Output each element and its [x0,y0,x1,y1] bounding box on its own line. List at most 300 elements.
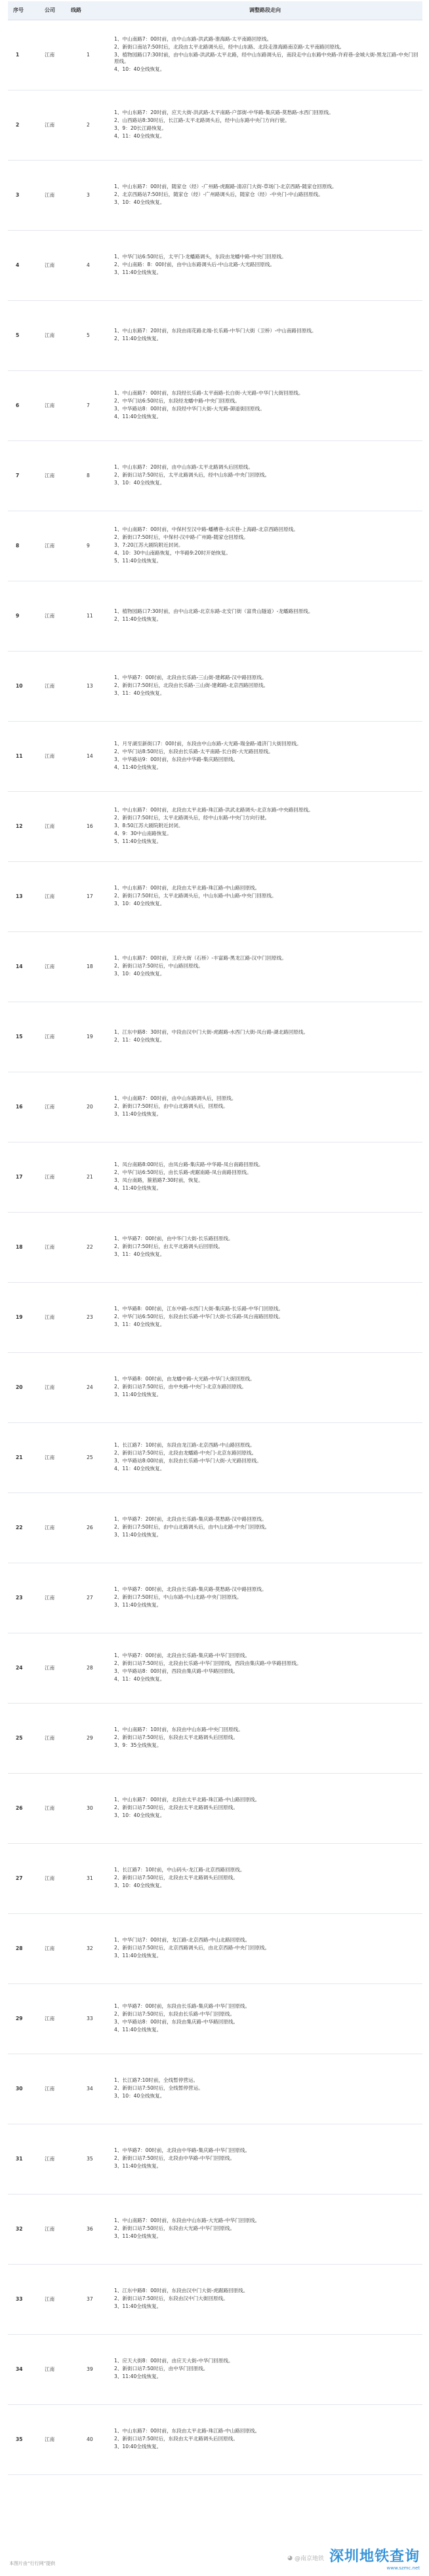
detail-line: 4、11：40全线恢复。 [114,1466,165,1472]
table-row [8,2124,422,2195]
detail-line: 1、中山东路7：00时前，北段由太平北路-珠江路-中山路回原线。 [114,885,260,891]
row-line: 25 [68,1423,108,1493]
detail-line: 3、11:40全线恢复。 [114,1532,162,1538]
detail-line: 1、长江路7：10时前，东段由龙江路-北京西路-中山路回原线。 [114,1442,255,1448]
detail-line: 2、新街口站7:50时后，北京西路调头后，由北京西路-中央门回原线。 [114,1945,270,1951]
row-detail [108,1844,422,1914]
detail-line: 2、新街口站7:50时后，全线暂停营运。 [114,2085,203,2091]
detail-line: 1、中山南路7：00时前，由中山东路调头后，回原线。 [114,1095,237,1101]
detail-line: 1、凤台南路8:00时后，由凤台路-集庆路-中华路-凤台南路回原线。 [114,1161,264,1167]
row-number: 20 [8,1353,38,1423]
row-detail [108,1984,422,2054]
detail-line: 3、10：40全线恢复。 [114,971,165,977]
row-line: 23 [68,1283,108,1353]
table-row [8,2265,422,2335]
detail-line: 3、中华路站8:00时前，东段由长乐路-中华门大街-大光路回原线。 [114,1458,262,1464]
detail-line: 3、9：20长江路恢复。 [114,125,167,131]
row-company: 江南 [38,1493,68,1563]
detail-line: 2、新街口站7:50时后，北段由长乐路-中华门回原线，西段由集庆路-中华路回原线。 [114,1660,302,1666]
row-company: 江南 [38,2265,68,2335]
detail-line: 1、中华路8：00时前，江东中路-水西门大街-集庆路-长乐路-中华门回原线。 [114,1306,284,1312]
row-company: 江南 [38,2335,68,2405]
header-detail: 调整路段走向 [108,1,422,20]
brand-logo-text: 深圳地铁查询 [329,2548,420,2565]
detail-line: 1、中山东路7：00时前，东段由太平北路-珠江路-中山路回原线。 [114,2428,260,2434]
row-line: 37 [68,2265,108,2335]
detail-line: 2、中华门站6:50时后，东段由长乐路-中华门大街-长乐路-凤台南路回原线。 [114,1314,283,1319]
row-line: 14 [68,722,108,792]
detail-line: 3、11：40全线恢复。 [114,1251,165,1257]
detail-line: 2、山西路站8:30时后，长江路-太平北路调头后，经中山东路中央门方向行驶。 [114,117,290,123]
row-company: 江南 [38,231,68,301]
detail-line: 1、中山东路7：20时前，由中山东路-太平北路调头后回原线。 [114,464,253,470]
detail-line: 2、新街口站7:50时后，北段由太平北路调头后回原线。 [114,1875,238,1881]
detail-line: 1、中山东路7：20时前，应天大街-洪武路-太平南路-户部街-中华路-集庆路-莫愁路-水西门回原线。 [114,109,334,115]
footer-brand [287,2545,420,2571]
row-company: 江南 [38,161,68,231]
row-company: 江南 [38,1072,68,1142]
row-number: 22 [8,1493,38,1563]
row-line: 36 [68,2195,108,2265]
row-company: 江南 [38,371,68,441]
table-row [8,2335,422,2405]
row-detail [108,2265,422,2335]
detail-line: 1、中华路7：20时前，北段由长乐路-集庆路-莫愁路-汉中路回原线。 [114,1516,267,1522]
detail-line: 3、11：40全线恢复。 [114,690,165,696]
detail-line: 3、11:40全线恢复。 [114,2303,162,2309]
row-line: 28 [68,1633,108,1704]
row-number: 7 [8,441,38,511]
detail-line: 2、新街口7:50时后，中保村-汉中路-广州路-随家仓回原线。 [114,534,249,540]
detail-line: 2、新街口站7:50时后，东段由太平北路调头后回原线。 [114,2436,238,2442]
row-number: 28 [8,1914,38,1984]
detail-line: 4、11:40全线恢复。 [114,764,162,770]
row-number: 14 [8,932,38,1002]
row-detail [108,2124,422,2195]
detail-line: 2、新街口站7:50时后，太平北路调头后，经中山东路-中央门回原线。 [114,472,270,478]
detail-line: 3、10：40全线恢复。 [114,1883,165,1888]
row-detail [108,722,422,792]
detail-line: 3、8:50江苏大剧院附近封闭。 [114,823,184,829]
table-row [8,722,422,792]
row-detail [108,90,422,161]
row-company: 江南 [38,1002,68,1072]
detail-line: 1、中华路7：00时前，东段由长乐路-集庆路-中华门回原线。 [114,2003,251,2009]
detail-line: 5、11:40全线恢复。 [114,558,162,564]
detail-line: 1、中华路7：00时前，北段由长乐路-集庆路-中华门回原线。 [114,1652,251,1658]
row-detail [108,1633,422,1704]
row-company: 江南 [38,792,68,862]
row-line: 29 [68,1704,108,1774]
header-no: 序号 [8,1,38,20]
row-line: 31 [68,1844,108,1914]
table-row [8,1844,422,1914]
header-line: 线路 [68,1,108,20]
row-number: 18 [8,1213,38,1283]
table-row [8,231,422,301]
table-row [8,20,422,90]
row-detail [108,371,422,441]
row-detail [108,1493,422,1563]
table-row [8,1774,422,1844]
detail-line: 3、10:40全线恢复。 [114,2444,162,2449]
detail-line: 1、中华路7：00时前，北段由长乐路-集庆路-莫愁路-汉中路回原线。 [114,1586,267,1592]
row-detail [108,792,422,862]
table-header [8,1,422,20]
row-detail [108,231,422,301]
detail-line: 2、新街口7:50时后，由中山北路调头后，由中山北路-中央门回原线。 [114,1524,270,1530]
row-number: 21 [8,1423,38,1493]
table-row [8,2405,422,2475]
row-line: 2 [68,90,108,161]
row-detail [108,301,422,371]
row-number: 5 [8,301,38,371]
detail-line: 4、9：30中山南路恢复。 [114,830,172,836]
table-row [8,441,422,511]
row-company: 江南 [38,932,68,1002]
row-company: 江南 [38,511,68,581]
row-line: 17 [68,862,108,932]
row-number: 6 [8,371,38,441]
row-line: 39 [68,2335,108,2405]
row-company: 江南 [38,1563,68,1633]
row-detail [108,2405,422,2475]
table-row [8,371,422,441]
detail-line: 4、11：40全线恢复。 [114,133,165,139]
row-number: 13 [8,862,38,932]
row-number: 24 [8,1633,38,1704]
row-detail [108,511,422,581]
detail-line: 2、11:40全线恢复。 [114,616,162,622]
table-row [8,1072,422,1142]
row-line: 33 [68,1984,108,2054]
detail-line: 2、新街口7:50时后，由太平北路调头后回原线。 [114,1243,224,1249]
row-number: 23 [8,1563,38,1633]
table-row [8,1142,422,1213]
row-line: 35 [68,2124,108,2195]
table-row [8,1914,422,1984]
route-adjustment-table [8,1,422,2475]
row-detail [108,652,422,722]
detail-line: 3、11:40全线恢复。 [114,1602,162,1608]
detail-line: 1、中山东路7：00时前，北段由太平北路-珠江路-洪武北路调头-北京东路-中央路回原线。 [114,807,314,813]
detail-line: 2、新街口7:50时后，中山东路-中山北路-中央门回原线。 [114,1594,242,1600]
row-number: 29 [8,1984,38,2054]
detail-line: 1、中山南路7：10时前，东段由中山东路-中央门回原线。 [114,1727,243,1732]
detail-line: 1、月牙湖至新街口7：00时前，东段由中山东路-大光路-瑞金路-通济门大街回原线。 [114,741,302,747]
row-number: 31 [8,2124,38,2195]
row-company: 江南 [38,2054,68,2124]
detail-line: 2、中华门站6:50时后，由长乐路-虎踞南路-凤台南路回原线。 [114,1169,252,1175]
row-company: 江南 [38,301,68,371]
row-number: 12 [8,792,38,862]
table-row [8,862,422,932]
detail-line: 1、长江路7:10时前，全线暂停营运。 [114,2077,199,2083]
row-line: 9 [68,511,108,581]
detail-line: 3、11:40全线恢复。 [114,269,162,275]
detail-line: 1、中华门站7：00时前，龙江路-北京西路-中山北路回原线。 [114,1937,251,1943]
row-line: 34 [68,2054,108,2124]
row-detail [108,1072,422,1142]
row-company: 江南 [38,1774,68,1844]
row-line: 32 [68,1914,108,1984]
row-detail [108,1002,422,1072]
detail-line: 4、10：30中山南路恢复，中华路9:20时开始恢复。 [114,550,231,556]
row-number: 9 [8,581,38,652]
table-row [8,932,422,1002]
detail-line: 2、11:40全线恢复。 [114,336,162,342]
table-row [8,1423,422,1493]
row-detail [108,2195,422,2265]
row-number: 26 [8,1774,38,1844]
detail-line: 4、10：40全线恢复。 [114,66,165,72]
table-row [8,511,422,581]
row-number: 11 [8,722,38,792]
row-number: 15 [8,1002,38,1072]
row-number: 19 [8,1283,38,1353]
table-row [8,581,422,652]
detail-line: 3、中华路站8：00时前，西段由集庆路-中华路回原线。 [114,1668,239,1674]
row-number: 30 [8,2054,38,2124]
row-detail [108,1563,422,1633]
row-detail [108,1704,422,1774]
detail-line: 3、植物园路口7:30时前，由中山东路-洪武路-太平北路，经中山东路调头后，南段走中山东路中央路-许府巷-金城大街-黑龙江路-中央门回原线。 [114,52,419,64]
detail-line: 2、新街口站7:50时后，中山路回原线。 [114,963,203,969]
table-row [8,1563,422,1633]
weibo-watermark [287,2554,324,2562]
row-detail [108,20,422,90]
detail-line: 1、中华路7：00时前，北段由长乐路-三山街-建邺路-汉中路回原线。 [114,674,267,680]
row-line: 11 [68,581,108,652]
header-company: 公司 [38,1,68,20]
row-company: 江南 [38,1213,68,1283]
row-company: 江南 [38,1844,68,1914]
detail-line: 1、植物园路口7:30时前，由中山北路-北京东路-北安门街（富贵山隧道）-龙蟠路回原线。 [114,608,314,614]
detail-line: 3、10：40全线恢复。 [114,1812,165,1818]
row-company: 江南 [38,20,68,90]
table-row [8,1002,422,1072]
row-line: 40 [68,2405,108,2475]
row-company: 江南 [38,1283,68,1353]
detail-line: 3、11:40全线恢复。 [114,1111,162,1117]
detail-line: 1、中华路8：00时前，由龙蟠中路-大光路-中华门大街回原线。 [114,1376,255,1382]
detail-line: 2、新街口7:50时后，北段由长乐路-三山街-建邺路-北京西路回原线。 [114,682,269,688]
row-number: 32 [8,2195,38,2265]
table-row [8,652,422,722]
detail-line: 2、新街口站7:50时后，由中央路-中央门-北京东路回原线。 [114,1384,247,1390]
row-number: 2 [8,90,38,161]
detail-line: 2、中华门站6:50时后，东段经龙蟠中路-中央门回原线。 [114,398,240,404]
table-row [8,1633,422,1704]
row-line: 4 [68,231,108,301]
brand-block [329,2545,420,2571]
detail-line: 2、新街口南站7:50时后，北段由太平北路调头后，经中山东路、北段走淮海路南京路-太平南路回原线。 [114,44,345,50]
detail-line: 3、7:20江苏大剧院附近封闭。 [114,542,184,548]
detail-line: 1、江东中路8：30时前，中段由汉中门大街-虎踞路-水西门大街-凤台路-湖北路回原线。 [114,1029,309,1035]
detail-line: 3、10：40全线恢复。 [114,2093,165,2099]
row-detail [108,1353,422,1423]
row-number: 4 [8,231,38,301]
row-number: 27 [8,1844,38,1914]
detail-line: 1、中华路7：00时前，北段由中华路-集庆路-中华门回原线。 [114,2147,251,2153]
row-number: 33 [8,2265,38,2335]
row-number: 35 [8,2405,38,2475]
row-company: 江南 [38,1142,68,1213]
row-line: 26 [68,1493,108,1563]
row-company: 江南 [38,2405,68,2475]
table-row [8,301,422,371]
row-number: 25 [8,1704,38,1774]
detail-line: 3、11:40全线恢复。 [114,1392,162,1397]
detail-line: 2、新街口站7:50时后，北段由太平北路调头后回原线。 [114,1805,238,1810]
row-number: 10 [8,652,38,722]
row-detail [108,581,422,652]
detail-line: 1、中华门站6:50时后，太平门-龙蟠路调头，东段由龙蟠中路-中央门回原线。 [114,254,287,260]
detail-line: 2、中华门站8:50时后，东段由长乐路-太平南路-长白街-大光路回原线。 [114,749,274,754]
weibo-handle: @南京地铁 [294,2556,324,2562]
detail-line: 2、新街口7:50时后，太平北路调头后，中山东路-中山路-中央门回原线。 [114,893,277,899]
table-row [8,1213,422,1283]
detail-line: 2、新街口站7:50时后，东段由大光路-中华门回原线。 [114,2225,235,2231]
detail-line: 1、中山南路7：00时前，东段由中山东路-大光路-中华门回原线。 [114,2217,260,2223]
row-line: 18 [68,932,108,1002]
detail-line: 2、新街口站7:50时后，东段由太平北路调头后回原线。 [114,1734,238,1740]
detail-line: 2、中山南路：8：00时前，由中山东路调头后-中山北路-大光路回原线。 [114,262,276,267]
detail-line: 2、新街口站7:50时后，东段由长乐路-中华门回原线。 [114,2011,235,2017]
table-row [8,1493,422,1563]
detail-line: 5、11:40全线恢复。 [114,838,162,844]
row-detail [108,1213,422,1283]
row-detail [108,2335,422,2405]
row-line: 22 [68,1213,108,1283]
detail-line: 2、11：40全线恢复。 [114,1037,165,1043]
detail-line: 3、中华路站9：00时前，东段由中华路-集庆路回原线。 [114,756,239,762]
table-row [8,792,422,862]
row-line: 13 [68,652,108,722]
row-line: 1 [68,20,108,90]
detail-line: 2、新街口7:50时后，由中山北路调头后，回原线。 [114,1103,228,1109]
detail-line: 3、11：40全线恢复。 [114,1321,165,1327]
detail-line: 1、中山东路7：00时前，王府大街（石桥）-丰富路-黑龙江路-汉中门回原线。 [114,955,287,961]
row-line: 30 [68,1774,108,1844]
detail-line: 4、11:40全线恢复。 [114,1185,162,1191]
row-number: 3 [8,161,38,231]
row-company: 江南 [38,652,68,722]
detail-line: 2、新街口站7:50时后，由中华门回原线。 [114,2366,209,2371]
route-table-container [8,1,422,2475]
detail-line: 2、新街口7:50时后，太平北路调头后，经中山东路-中央门方向行驶。 [114,815,270,821]
row-number: 17 [8,1142,38,1213]
row-company: 江南 [38,1984,68,2054]
row-detail [108,1423,422,1493]
detail-line: 1、中山南路7：00时前，中保村至汉中路-蟠槽巷-永庆巷-上海路-北京西路回原线。 [114,526,298,532]
row-line: 3 [68,161,108,231]
detail-line: 1、中山东路7：20时前，东段由雨花路北端-长乐路-中华门大街（卫桥）-中山南路回原线。 [114,328,317,334]
row-number: 8 [8,511,38,581]
row-company: 江南 [38,581,68,652]
table-row [8,1984,422,2054]
row-line: 5 [68,301,108,371]
table-header-row [8,1,422,20]
row-company: 江南 [38,1423,68,1493]
detail-line: 3、11:40全线恢复。 [114,2373,162,2379]
detail-line: 3、10：40全线恢复。 [114,199,165,205]
row-line: 27 [68,1563,108,1633]
row-company: 江南 [38,1633,68,1704]
row-detail [108,932,422,1002]
row-detail [108,2054,422,2124]
row-company: 江南 [38,2124,68,2195]
detail-line: 2、新街口站7:50时后，东段由汉中门大街回原线。 [114,2295,228,2301]
detail-line: 1、中山东路7：00时前，北段由太平北路-珠江路-中山路回原线。 [114,1797,260,1803]
weibo-icon: ◕ [287,2554,293,2562]
detail-line: 3、凤台南路，箍筋路7:30时前，恢复。 [114,1177,203,1183]
detail-line: 1、江东中路8：00时前，东段由汉中门大街-虎踞路回原线。 [114,2288,249,2293]
detail-line: 2、新街口站7:50时后，北段由龙蟠路-中央门-北京东路回原线。 [114,1450,257,1456]
detail-line: 3、10：40全线恢复。 [114,901,165,907]
row-company: 江南 [38,2195,68,2265]
detail-line: 3、11:40全线恢复。 [114,1953,162,1959]
detail-line: 2、新街口站7:50时后，北段由中华路-中华门回原线。 [114,2155,235,2161]
detail-line: 3、9：35全线恢复。 [114,1742,162,1748]
detail-line: 4、11:40全线恢复。 [114,2027,162,2033]
table-row [8,1704,422,1774]
row-company: 江南 [38,862,68,932]
row-company: 江南 [38,90,68,161]
detail-line: 1、中山南路7：00时前，由中山东路-洪武路-淮海路-太平南路回原线。 [114,36,272,42]
detail-line: 4、11：40全线恢复。 [114,1676,165,1682]
detail-line: 1、应天大街8：00时前，由应天大街-中华门回原线。 [114,2358,234,2364]
detail-line: 3、中华路站8：00时前，东段经中华门大街-大光路-御道街回原线。 [114,406,265,412]
footer-caption: 本图片由“行行网”提供 [9,2561,56,2566]
row-detail [108,1283,422,1353]
table-row [8,2195,422,2265]
row-company: 江南 [38,1914,68,1984]
detail-line: 1、中华路7：00时前，由中华门大街-长乐路回原线。 [114,1236,234,1241]
table-row [8,1353,422,1423]
row-detail [108,1774,422,1844]
detail-line: 1、中山东路7：00时前，随家仓（经）-广州路-虎踞路-清凉门大街-草场门-北京西路-随家仓回原线。 [114,184,337,189]
row-detail [108,441,422,511]
detail-line: 2、北京西路站7:50时后，随家仓（经）-广州路调头后，随家仓（经）-中央门-中山路回原线。 [114,191,323,197]
row-line: 8 [68,441,108,511]
row-company: 江南 [38,441,68,511]
table-row [8,161,422,231]
row-line: 7 [68,371,108,441]
row-company: 江南 [38,1704,68,1774]
detail-line: 3、中华路站8：00时前，东段由集庆路-中华路回原线。 [114,2019,239,2025]
row-detail [108,862,422,932]
row-line: 16 [68,792,108,862]
table-row [8,90,422,161]
table-body [8,20,422,2475]
row-line: 24 [68,1353,108,1423]
row-number: 34 [8,2335,38,2405]
brand-url: www.szmc.net [386,2566,420,2571]
detail-line: 3、11:40全线恢复。 [114,2233,162,2239]
row-number: 16 [8,1072,38,1142]
row-line: 20 [68,1072,108,1142]
detail-line: 4、11:40全线恢复。 [114,414,162,420]
row-detail [108,161,422,231]
row-detail [108,1142,422,1213]
detail-line: 1、长江路7：10时前，中山码头-龙江路-北京西路回原线。 [114,1867,245,1873]
table-row [8,2054,422,2124]
row-line: 21 [68,1142,108,1213]
table-row [8,1283,422,1353]
detail-line: 3、10：40全线恢复。 [114,480,165,486]
row-company: 江南 [38,1353,68,1423]
